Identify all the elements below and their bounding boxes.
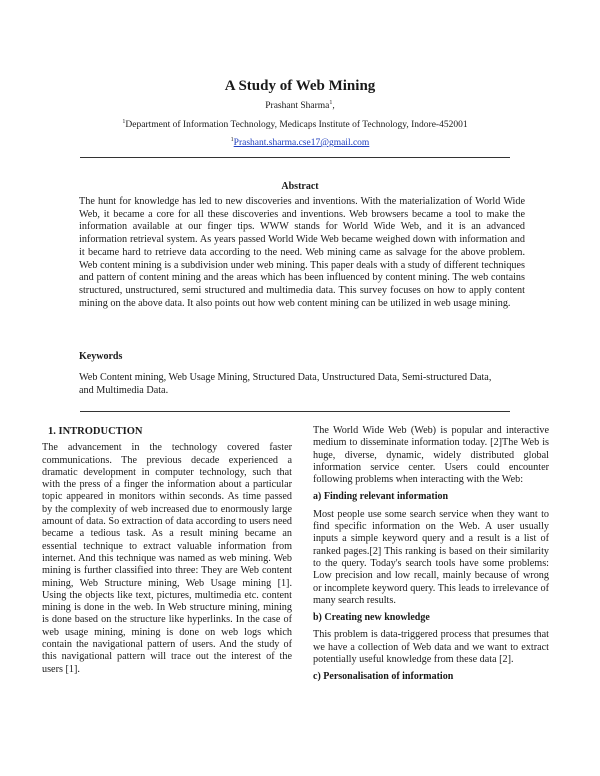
subsection-b-heading: b) Creating new knowledge	[313, 612, 430, 624]
section-1-text: The advancement in the technology covered faster communications. The previous decade experienced a dramatic development in computer technology, such that with the press of a finger the information about a particular topic appeared in monitors within seconds. As time passed by the complexity of web increased due to enormously large amount of data. So extraction of data according to users need became a tedious task. As a result mining became an essential technique to extract valuable information from internet. And this technique was named as web mining. Web mining is further classified into three: They are Web content mining, Web Structure mining, Web Usage mining [1]. Using the objects like text, pictures, multimedia etc. content mining is done in the web. In Web structure mining, mining is done based on the structure like hyperlinks. In the case of web usage mining, mining is done on web logs which contain the navigational pattern of users. And the study of this navigational pattern will trace out the interest of the users [1].	[42, 442, 292, 675]
email-line	[0, 137, 600, 148]
affiliation-sup: 1	[122, 119, 126, 125]
keywords-divider	[80, 411, 510, 412]
author-name: Prashant Sharma	[265, 101, 330, 112]
abstract-text: The hunt for knowledge has led to new discoveries and inventions. With the materialization of World Wide Web, it became a core for all these discoveries and inventions. Web browsers became a tool to make the information available at our finger tips. WWW stands for World Wide Web, and it is an advanced information retrieval system. As years passed World Wide Web became weighed down with information and it became hard to retrieve data according to the need. Web mining came as salvage for the above problem. Web content mining is a subdivision under web mining. This paper deals with a study of different techniques and pattern of content mining and the areas which has been influenced by content mining. The web contains structured, unstructured, semi structured and multimedia data. This survey focuses on how to apply content mining on the above data. It also points out how web content mining can be utilized in web usage mining.	[79, 196, 525, 309]
author-sup: 1	[329, 100, 333, 106]
paper-title: A Study of Web Mining	[224, 78, 376, 94]
left-column	[42, 426, 292, 676]
right-column	[313, 425, 549, 689]
email-sup: 1	[230, 137, 234, 143]
header-divider	[80, 157, 510, 158]
subsection-c-heading: c) Personalisation of information	[313, 671, 454, 683]
keywords-heading: Keywords	[79, 351, 123, 362]
keywords-text: Web Content mining, Web Usage Mining, Structured Data, Unstructured Data, Semi-structured Data, and Multimedia Data.	[79, 372, 492, 396]
affiliation-line	[0, 119, 590, 130]
subsection-b-text: This problem is data-triggered process that presumes that we have a collection of Web data and we want to extract potentially useful knowledge from these data [2].	[313, 629, 549, 666]
email-link[interactable]: Prashant.sharma.cse17@gmail.com	[233, 138, 370, 149]
section-1-heading: 1. INTRODUCTION	[48, 426, 143, 437]
subsection-a-heading: a) Finding relevant information	[313, 491, 449, 503]
author-line: Prashant Sharma$^1$,	[265, 100, 335, 112]
subsection-a-text: Most people use some search service when they want to find specific information on the Web. A user usually inputs a simple keyword query and a result is a list of ranked pages.[2] This ranking is based on their similarity to the query. Today's search tools have some problems: Low precision and low recall, mainly because of wrong or incomplete keyword query. This leads to irrelevance of many search results.	[313, 508, 549, 606]
abstract-heading: Abstract	[281, 181, 319, 192]
right-intro-text: The World Wide Web (Web) is popular and interactive medium to disseminate information today. [2]The Web is huge, diverse, dynamic, widely distributed global information service center. Users could encounter following problems when interacting with the Web:	[313, 425, 549, 486]
affiliation: Department of Information Technology, Medicaps Institute of Technology, Indore-452001	[125, 120, 468, 131]
